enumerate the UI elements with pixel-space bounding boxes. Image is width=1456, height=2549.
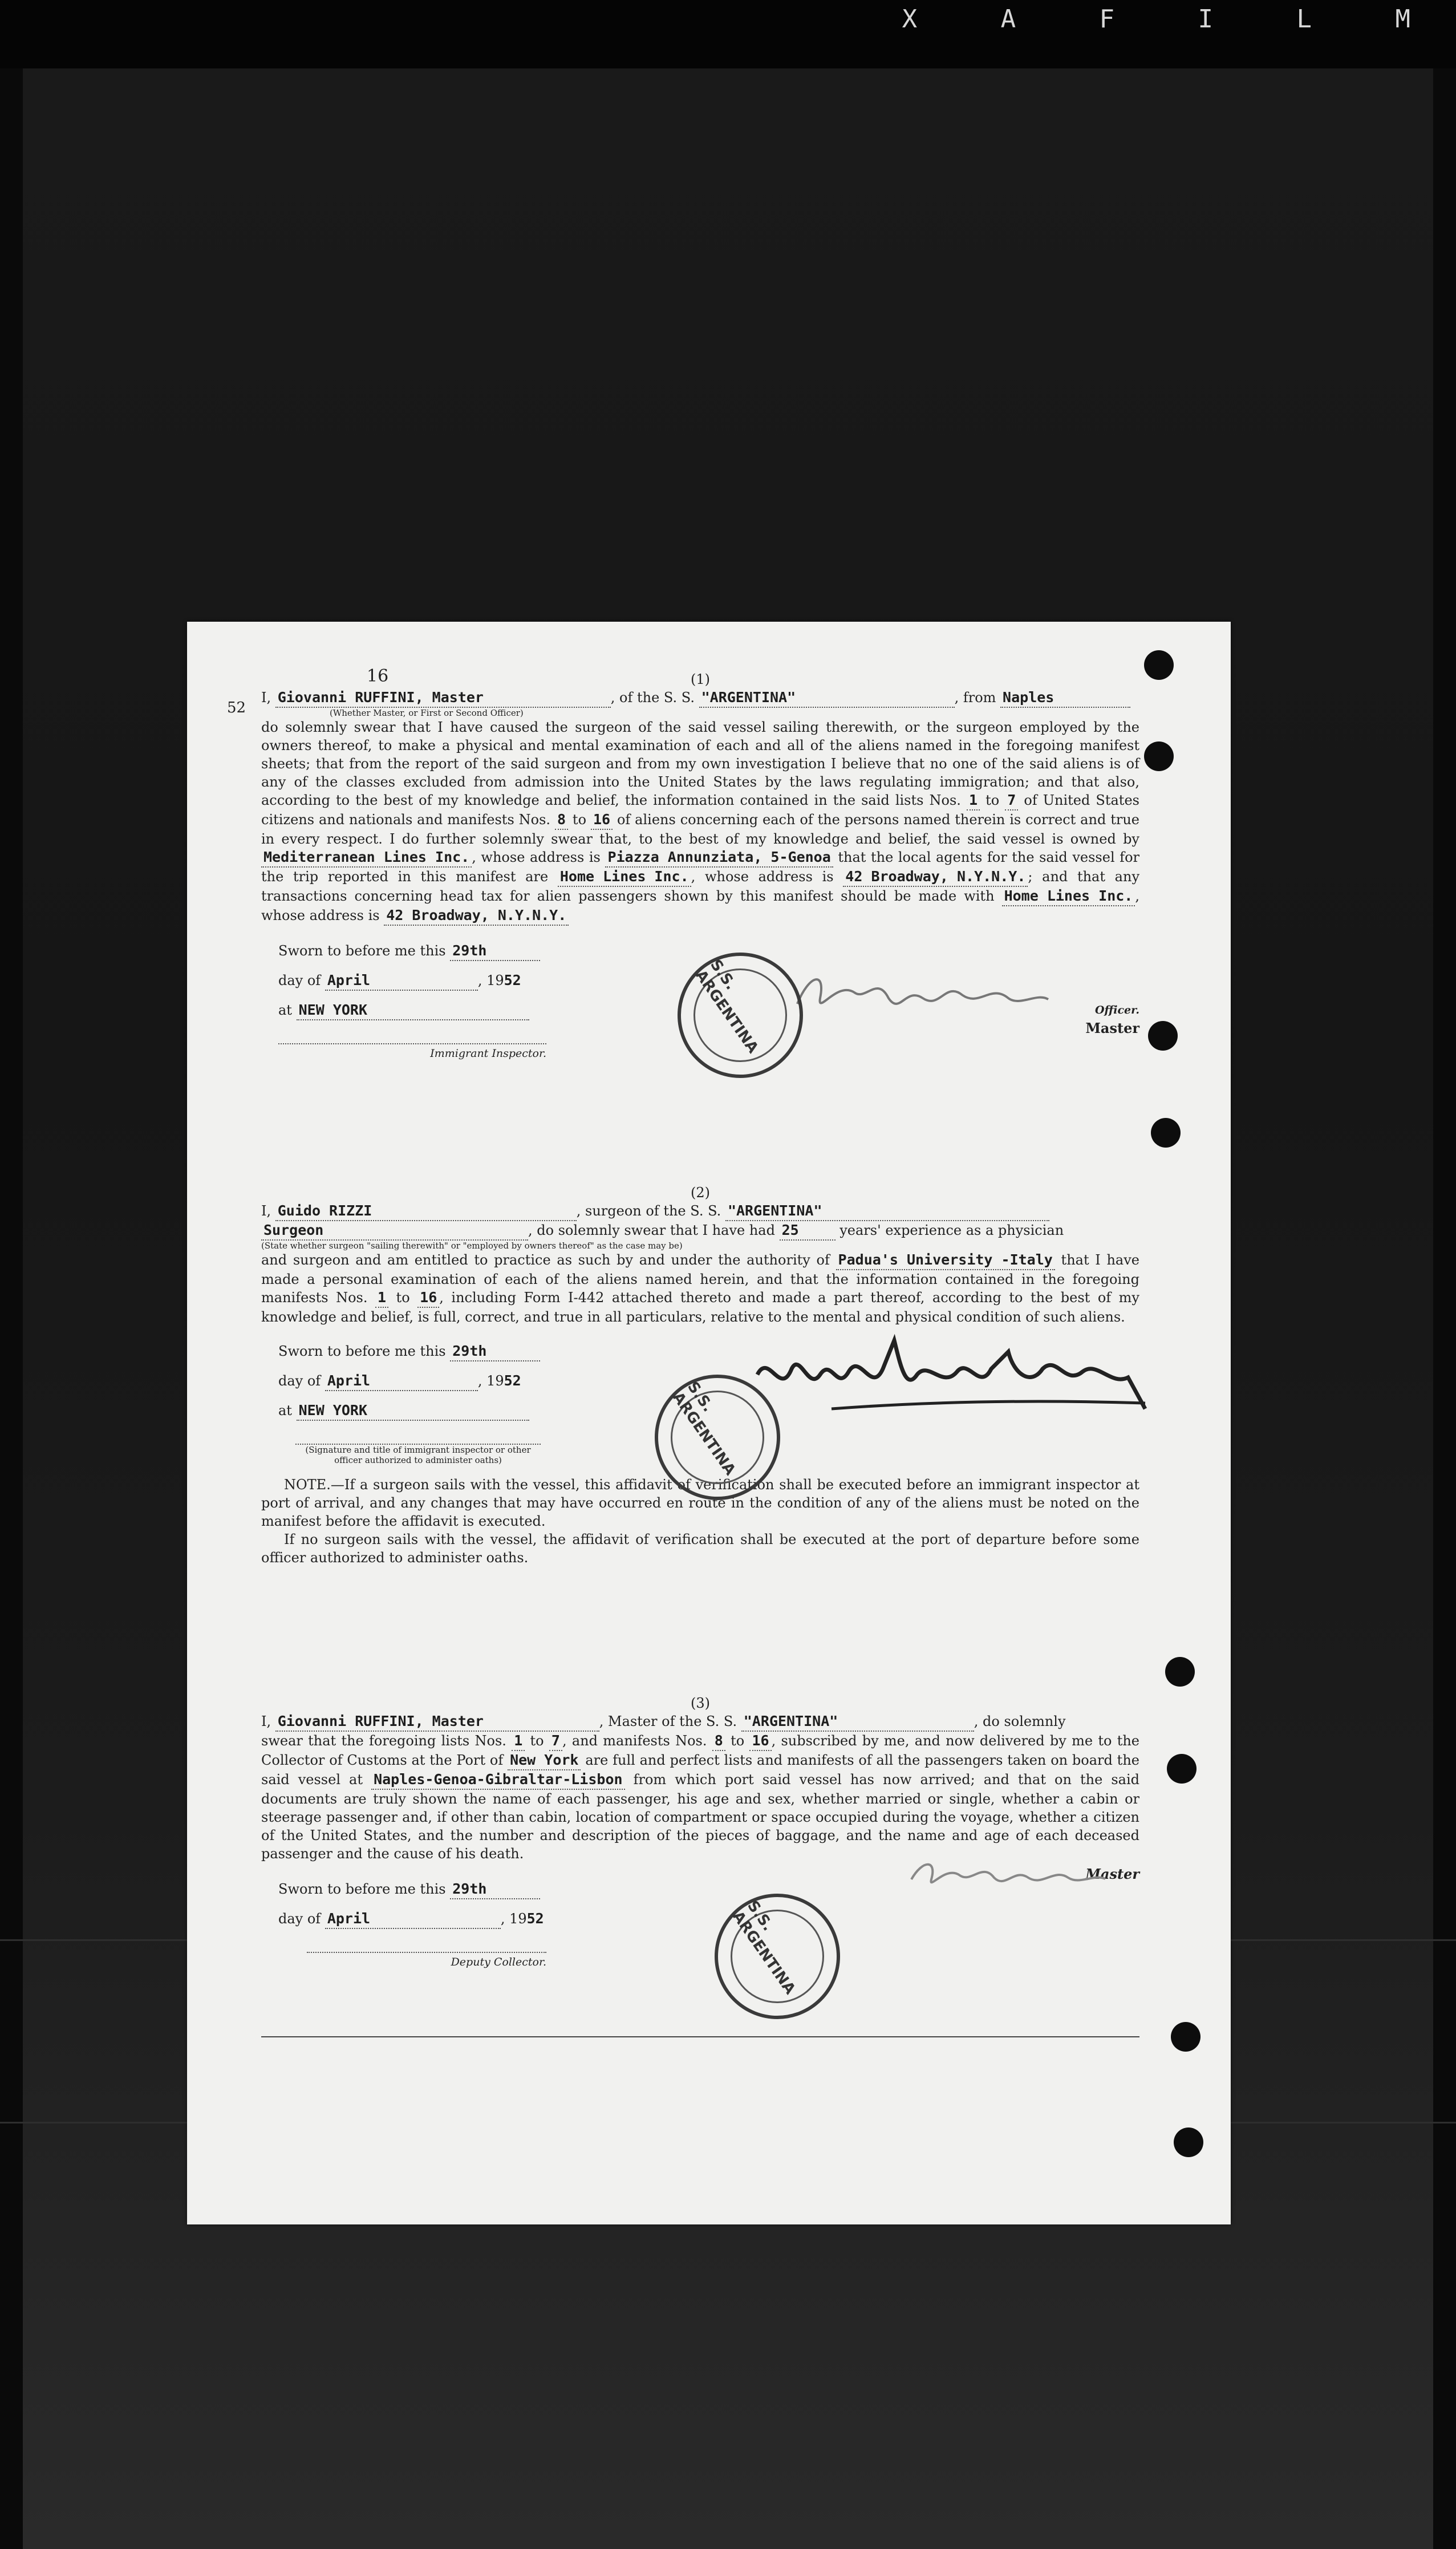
note-2: If no surgeon sails with the vessel, the affidavit of verification shall be executed at the port of departure before some officer authorized to administer oaths. [261, 1531, 1139, 1566]
sworn-year: 52 [504, 972, 521, 988]
punch-hole [1165, 1657, 1195, 1687]
stamp-text: S.S. ARGENTINA [668, 1379, 739, 1479]
manifest-to: 16 [417, 1288, 439, 1308]
agents-address: 42 Broadway, N.Y.N.Y. [843, 868, 1028, 887]
headtax-party: Home Lines Inc. [1002, 887, 1135, 906]
margin-mark: 52 [227, 699, 246, 716]
master-signature [906, 1854, 1111, 1894]
master-note: (Whether Master, or First or Second Officer) [330, 708, 524, 718]
surgeon-signature [746, 1329, 1157, 1432]
inspector-signature-block [295, 1444, 541, 1465]
section1-text-c: of aliens concerning each of the persons named therein is correct and true in every respect. I do further solemnly swear that, to the best of my knowledge and belief, the said vessel is owned by [261, 812, 1139, 847]
sworn-line: Sworn to before me this 29th [278, 942, 1139, 961]
section2-text-c: including Form I-442 attached thereto and made a part thereof, according to the best of my knowledge and belief, is full, correct, and true in all particulars, relative to the mental and physical condition of such aliens. [261, 1290, 1139, 1325]
punch-hole [1144, 741, 1174, 771]
sworn-date-line: day of April , 1952 [278, 1372, 1139, 1391]
section2-text-b: that I have made a personal examination of each of the aliens named herein, and that the information contained in the foregoing manifests Nos. [261, 1252, 1139, 1306]
collector-signature-block [307, 1952, 546, 1971]
stamp-text: S.S. ARGENTINA [728, 1898, 799, 1998]
page-mark: 16 [367, 666, 389, 686]
section2-text-a: and surgeon and am entitled to practice as such by and under the authority of [261, 1252, 830, 1268]
vessel-name: "ARGENTINA" [741, 1712, 974, 1732]
vessel-name: "ARGENTINA" [699, 688, 955, 708]
punch-hole [1174, 2127, 1203, 2157]
master-line: I, Giovanni RUFFINI, Master , of the S. S. "ARGENTINA" , from Naples [261, 688, 1139, 708]
surgeon-line: I, Guido RIZZI , surgeon of the S. S. "ARGENTINA" [261, 1202, 1139, 1221]
section-number: (2) [691, 1185, 710, 1201]
sworn-line: Sworn to before me this 29th [278, 1342, 1139, 1361]
section1-text-e: and that any transactions concerning head tax for alien passengers shown by this manifest should be made with [261, 869, 1140, 904]
film-edge-right [1433, 68, 1456, 2549]
years-experience: 25 [780, 1221, 836, 1241]
section1-text-d: that the local agents for the said vessel for the trip reported in this manifest are [261, 849, 1139, 885]
vessel-stamp [655, 1375, 780, 1500]
section3-text-d: from which port said vessel has now arrived; and that on the said documents are truly shown the name of each passenger, his age and sex, whether married or single, whether a cabin or steerage passenger and, if other than cabin, location of compartment or space occupied during the voyage, whether a citizen of the United States, and the number and description of the pieces of baggage, and the name and age of each deceased passenger and the cause of his death. [261, 1772, 1139, 1862]
headtax-address: 42 Broadway, N.Y.N.Y. [384, 906, 569, 926]
port: New York [508, 1751, 581, 1770]
section3-text-a: swear that the foregoing lists Nos. [261, 1733, 506, 1749]
sworn-place-line: at NEW YORK [278, 1401, 1139, 1421]
sworn-day: 29th [450, 1342, 540, 1361]
inspector-caption: Immigrant Inspector. [430, 1047, 546, 1060]
collector-caption: Deputy Collector. [451, 1956, 546, 1968]
signature-title: Master [1085, 1020, 1139, 1036]
punch-hole [1148, 1021, 1178, 1051]
agents: Home Lines Inc. [558, 868, 691, 887]
sworn-date-line: day of April , 1952 [278, 1910, 1139, 1929]
film-edge-left [0, 68, 23, 2549]
section-number: (3) [691, 1695, 710, 1711]
section1-text-a: do solemnly swear that I have caused the surgeon of the said vessel sailing therewith, or the surgeon employed by the owners thereof, to make a physical and mental examination of each and all of the aliens named in the foregoing manifest sheets; that from the report of the said surgeon and from my own investigation I believe that no one of the said aliens is of any of the classes excluded from admission into the United States by the laws regulating immigration; and that also, according to the best of my knowledge and belief, the information contained in the said lists Nos. [261, 719, 1139, 808]
sworn-place: NEW YORK [297, 1401, 529, 1421]
vessel-name: "ARGENTINA" [725, 1202, 1049, 1221]
inspector-caption: (Signature and title of immigrant inspector or other officer authorized to administer oaths) [305, 1445, 531, 1465]
officer-caption: Officer. [1094, 1004, 1139, 1016]
section3-text-b: delivered by me to the Collector of Customs at the Port of [261, 1733, 1139, 1768]
sworn-month: April [325, 1372, 478, 1391]
route: Naples-Genoa-Gibraltar-Lisbon [371, 1770, 625, 1790]
vessel-stamp [715, 1894, 840, 2019]
section3-body: swear that the foregoing lists Nos. 1 to 7 , and manifests Nos. 8 to 16 , subscribed by me, and now delivered by me to the Collector of Customs at the Port of New York are full and perfect lists and manifests of all the passengers taken on board the said vessel at Naples-Genoa-Gibraltar-Lisbon from which port said vessel has now arrived; and that on the said documents are truly shown the name of each passenger, his age and sex, whether married or single, whether a cabin or steerage passenger and, if other than cabin, location of compartment or space occupied during the voyage, whether a citizen of the United States, and the number and description of the pieces of baggage, and the name and age of each deceased passenger and the cause of his death. [261, 1732, 1139, 1862]
manifest-to: 16 [749, 1732, 771, 1751]
inspector-signature-block [278, 1043, 546, 1063]
master-name: Giovanni RUFFINI, Master [275, 688, 611, 708]
sworn-line: Sworn to before me this 29th [278, 1880, 1139, 1899]
authority: Padua's University -Italy [836, 1251, 1055, 1270]
bottom-rule [261, 2036, 1139, 2037]
sworn-day: 29th [450, 942, 540, 961]
section1-text-b: of United States citizens and nationals and manifests Nos. [261, 792, 1139, 828]
section-number: (1) [691, 671, 710, 687]
capacity-note: (State whether surgeon "sailing therewith" or "employed by owners thereof" as the case may be) [261, 1241, 683, 1251]
sworn-place: NEW YORK [297, 1001, 529, 1020]
sworn-year: 52 [504, 1372, 521, 1389]
section1-body: do solemnly swear that I have caused the surgeon of the said vessel sailing therewith, or the surgeon employed by the owners thereof, to make a physical and mental examination of each and all of the aliens named in the foregoing manifest sheets; that from the report of the said surgeon and from my own investigation I believe that no one of the said aliens is of any of the classes excluded from admission into the United States by the laws regulating immigration; and that also, according to the best of my knowledge and belief, the information contained in the said lists Nos. 1 to 7 of United States citizens and nationals and manifests Nos. 8 to 16 of aliens concerning each of the persons named therein is correct and true in every respect. I do further solemnly swear that, to the best of my knowledge and belief, the said vessel is owned by Mediterranean Lines Inc. , whose address is Piazza Annunziata, 5-Genoa that the local agents for the said vessel for the trip reported in this manifest are Home Lines Inc. , whose address is 42 Broadway, N.Y.N.Y. ; and that any transactions concerning head tax for alien passengers shown by this manifest should be made with Home Lines Inc. , whose address is 42 Broadway, N.Y.N.Y. [261, 718, 1139, 926]
sworn-month: April [325, 971, 478, 991]
sworn-day: 29th [450, 1880, 540, 1899]
sworn-place-line: at NEW YORK [278, 1001, 1139, 1020]
sworn-date-line: day of April , 1952 [278, 971, 1139, 991]
manifest-from: 8 [555, 811, 568, 830]
signature-title: Master [1085, 1866, 1139, 1882]
film-header [0, 0, 1456, 68]
manifest-to: 16 [591, 811, 613, 830]
from-port: Naples [1000, 688, 1130, 708]
lists-to: 7 [549, 1732, 562, 1751]
note-1: NOTE.—If a surgeon sails with the vessel, this affidavit of verification shall be executed before an immigrant inspector at port of arrival, and any changes that may have occurred en route in the condition of any of the aliens must be noted on the manifest before the affidavit is executed. [261, 1477, 1139, 1529]
sworn-month: April [325, 1910, 501, 1929]
section3-text-c: are full and perfect lists and manifests of all the passengers taken on board the said vessel at [261, 1752, 1139, 1788]
manifest-affidavit-page [187, 622, 1231, 2224]
vessel-stamp [678, 953, 803, 1078]
section2-body: and surgeon and am entitled to practice as such by and under the authority of Padua's University -Italy that I have made a personal examination of each of the aliens named herein, and that the information contained in the foregoing manifests Nos. 1 to 16 , including Form I-442 attached thereto and made a part thereof, according to the best of my knowledge and belief, is full, correct, and true in all particulars, relative to the mental and physical condition of such aliens. [261, 1251, 1139, 1325]
punch-hole [1151, 1118, 1181, 1148]
surgeon-capacity: Surgeon [261, 1221, 528, 1241]
sworn-year: 52 [526, 1910, 544, 1927]
capacity-line: Surgeon , do solemnly swear that I have had 25 years' experience as a physician [261, 1221, 1139, 1241]
master-name: Giovanni RUFFINI, Master [275, 1712, 599, 1732]
surgeon-name: Guido RIZZI [275, 1202, 577, 1221]
lists-to: 7 [1005, 791, 1018, 811]
punch-hole [1144, 650, 1174, 680]
owner-address: Piazza Annunziata, 5-Genoa [605, 848, 833, 868]
manifest-from: 8 [712, 1732, 725, 1751]
lists-from: 1 [512, 1732, 525, 1751]
punch-hole [1167, 1754, 1197, 1784]
owner: Mediterranean Lines Inc. [261, 848, 472, 868]
master-signature [792, 964, 1054, 1027]
stamp-text: S.S. ARGENTINA [691, 957, 762, 1057]
punch-hole [1171, 2022, 1201, 2052]
film-marks: X A F I L M [902, 5, 1445, 34]
manifest-from: 1 [375, 1288, 388, 1308]
lists-from: 1 [967, 791, 980, 811]
section3-master-line: I, Giovanni RUFFINI, Master , Master of the S. S. "ARGENTINA" , do solemnly [261, 1712, 1139, 1732]
section-collector-affidavit [261, 1694, 1139, 1971]
